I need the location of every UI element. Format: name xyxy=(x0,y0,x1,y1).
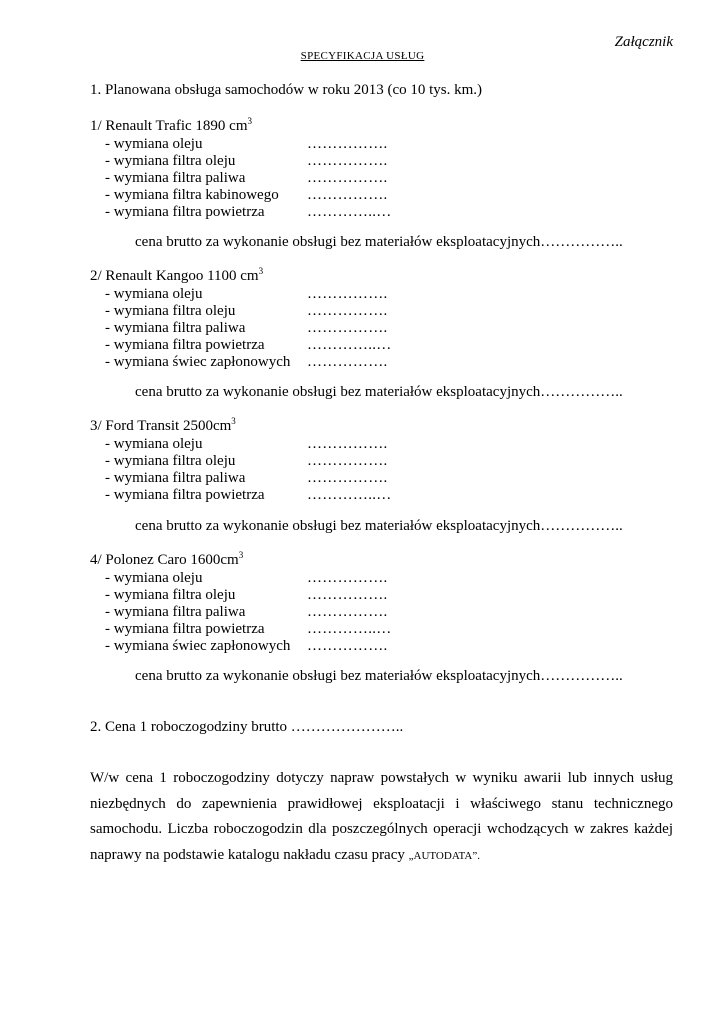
vehicle-heading: 2/ Renault Kangoo 1100 $cm^3$ xyxy=(90,266,264,284)
price-line-4: cena brutto za wykonanie obsługi bez materiałów eksploatacyjnych…………….. xyxy=(135,668,623,684)
fill-in-field: ……………. xyxy=(307,604,388,620)
fill-in-field: ……………. xyxy=(307,303,388,319)
fill-in-field: ……………. xyxy=(307,153,388,169)
fill-in-field: ……………. xyxy=(307,570,388,586)
fill-in-field: ……………. xyxy=(307,286,388,302)
note-paragraph: W/w cena 1 roboczogodziny dotyczy napraw powstałych w wyniku awarii lub innych usług niezbędnych do zapewnienia prawidłowej eksploatacji i właściwego stanu technicznego samochodu. Liczba roboczogodzin dla poszczególnych operacji wchodzących w zakres każdej naprawy na podstawie katalogu nakładu czasu pracy „AUTODATA”. xyxy=(90,770,673,863)
service-item: - wymiana filtra paliwa ……………. xyxy=(105,170,388,186)
fill-in-field: ……………. xyxy=(307,170,388,186)
service-item: - wymiana oleju ……………. xyxy=(105,570,388,586)
service-item: - wymiana oleju ……………. xyxy=(105,436,388,452)
service-item: - wymiana filtra powietrza …………..… xyxy=(105,621,392,637)
vehicle-block-2 xyxy=(90,266,392,371)
service-item: - wymiana filtra oleju ……………. xyxy=(105,153,388,169)
service-item: - wymiana świec zapłonowych ……………. xyxy=(105,638,388,654)
fill-in-field: ……………. xyxy=(307,320,388,336)
autodata-reference: „AUTODATA”. xyxy=(408,849,480,862)
service-item: - wymiana filtra oleju ……………. xyxy=(105,587,388,603)
service-item: - wymiana filtra kabinowego ……………. xyxy=(105,187,388,203)
fill-in-field: ……………. xyxy=(307,136,388,152)
vehicle-block-4 xyxy=(90,550,392,655)
vehicle-heading: 4/ Polonez Caro $1600cm^3$ xyxy=(90,550,244,568)
service-item: - wymiana filtra powietrza …………..… xyxy=(105,204,392,220)
service-item: - wymiana oleju ……………. xyxy=(105,286,388,302)
service-item: - wymiana filtra paliwa ……………. xyxy=(105,604,388,620)
fill-in-field: ……………. xyxy=(307,587,388,603)
service-item: - wymiana oleju ……………. xyxy=(105,136,388,152)
price-line-3: cena brutto za wykonanie obsługi bez materiałów eksploatacyjnych…………….. xyxy=(135,518,623,534)
service-item: - wymiana świec zapłonowych ……………. xyxy=(105,354,388,370)
service-item: - wymiana filtra powietrza …………..… xyxy=(105,487,392,503)
fill-in-field: ……………. xyxy=(307,187,388,203)
price-line-2: cena brutto za wykonanie obsługi bez materiałów eksploatacyjnych…………….. xyxy=(135,384,623,400)
service-item: - wymiana filtra oleju ……………. xyxy=(105,453,388,469)
fill-in-field: ……………. xyxy=(307,453,388,469)
vehicle-heading: 1/ Renault Trafic 1890 $cm^3$ xyxy=(90,116,252,134)
fill-in-field: …………..… xyxy=(307,487,392,503)
fill-in-field: …………..… xyxy=(307,204,392,220)
service-item: - wymiana filtra powietrza …………..… xyxy=(105,337,392,353)
vehicle-block-1 xyxy=(90,116,392,221)
vehicle-heading: 3/ Ford Transit $2500cm^3$ xyxy=(90,416,236,434)
fill-in-field: ……………. xyxy=(307,436,388,452)
fill-in-field: ……………. xyxy=(307,470,388,486)
document-title: SPECYFIKACJA USŁUG xyxy=(300,50,425,62)
price-line-1: cena brutto za wykonanie obsługi bez materiałów eksploatacyjnych…………….. xyxy=(135,234,623,250)
section-2-hourly-rate: 2. Cena 1 roboczogodziny brutto ………………….. xyxy=(90,719,404,735)
fill-in-field: …………..… xyxy=(307,621,392,637)
service-item: - wymiana filtra oleju ……………. xyxy=(105,303,388,319)
fill-in-field: ……………. xyxy=(307,354,388,370)
attachment-label: Załącznik xyxy=(614,34,673,50)
fill-in-field: ……………. xyxy=(307,638,388,654)
section-1-heading: 1. Planowana obsługa samochodów w roku 2013 (co 10 tys. km.) xyxy=(90,82,483,98)
service-item: - wymiana filtra paliwa ……………. xyxy=(105,470,388,486)
fill-in-field: …………..… xyxy=(307,337,392,353)
service-item: - wymiana filtra paliwa ……………. xyxy=(105,320,388,336)
vehicle-block-3 xyxy=(90,416,392,504)
